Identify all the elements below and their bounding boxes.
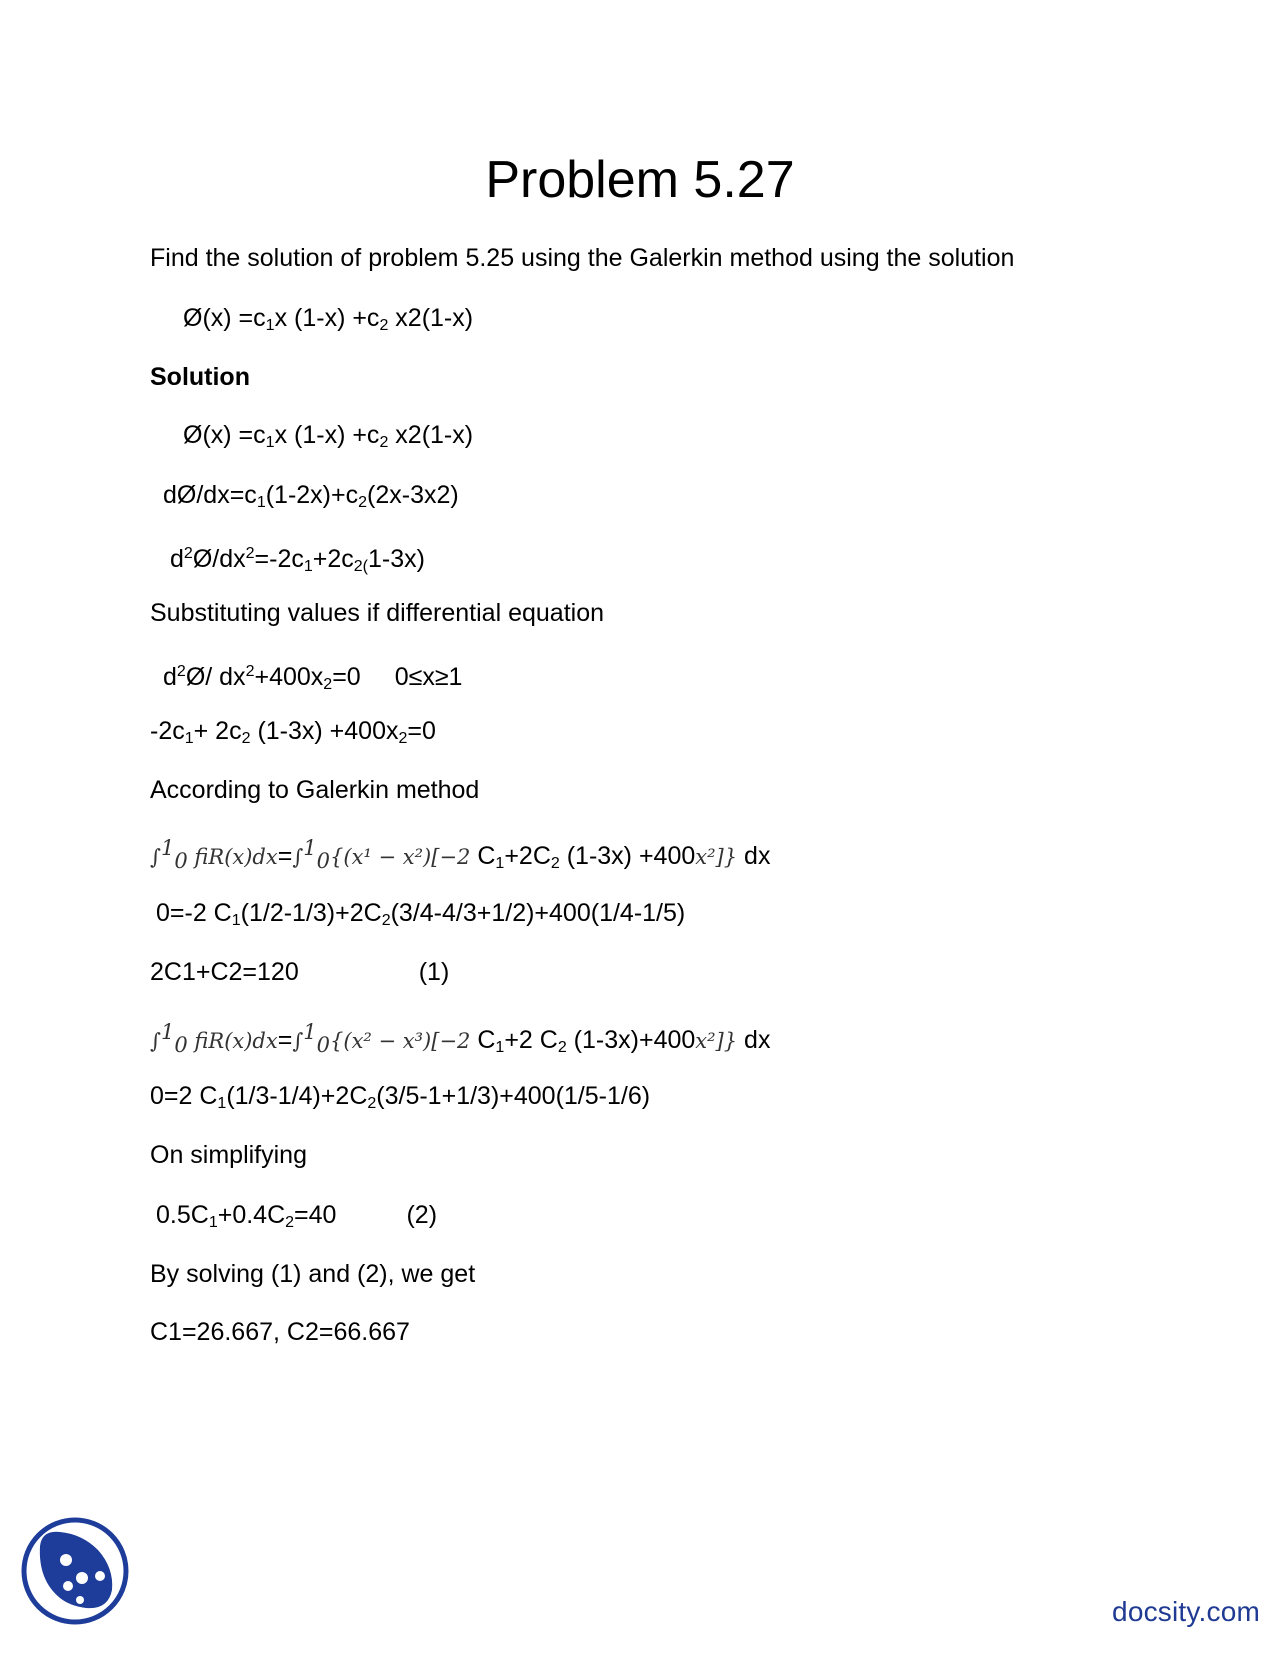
problem-statement: Find the solution of problem 5.25 using the Galerkin method using the solution [150,244,1015,272]
equation-2: $0.5C_1+0.4C_2=40$ (2) [156,1201,438,1231]
simplifying-text: On simplifying [150,1141,307,1169]
docsity-brand-link[interactable]: docsity.com [1112,1596,1260,1627]
galerkin-step-1: 0=-2 $C_1(1/2-1/3)+2C_2(3/4-4/3+1/2)+400(1/4-1/5)$ [156,899,686,929]
galerkin-step-2: 0=2 $C_1(1/3-1/4)+2C_2(3/5-1+1/3)+400(1/5-1/6)$ [150,1082,651,1112]
differential-equation: $d^2Ø/$ $dx^2+400x_2=0$ 0≤x≥1 [163,663,463,693]
trial-function-restated: Ø(x) $=c_1x$ $(1-x) +c_2$ x2(1-x) [183,421,474,451]
solution-heading: Solution [150,363,250,391]
page-title: Problem 5.27 [485,151,795,209]
galerkin-text: According to Galerkin method [150,776,480,804]
first-derivative: $dØ/dx=c_1(1-2x)+c_2(2x-3x2)$ [163,481,459,511]
trial-function: Ø(x) $=c_1x$ $(1-x) +c_2$ x2(1-x) [183,304,474,334]
equation-1: 2C1+C2=120 (1) [150,958,450,986]
final-result: C1=26.667, C2=66.667 [150,1318,410,1346]
galerkin-integral-2: ∫$^1_0$ fiR(x)dx=∫$^1_0${(x² − x³)[−2 $C_1+2$ $C_2$ (1-3x)+400x²]} dx [150,1020,771,1057]
galerkin-integral-1: ∫$^1_0$ fiR(x)dx=∫$^1_0${(x¹ − x²)[−2 $C_1+2C_2$ (1-3x) +400x²]} dx [150,836,771,873]
second-derivative: $d^2Ø/dx^2=-2c_1+2c_{2(}1-3x$) [170,545,425,575]
substituting-text: Substituting values if differential equation [150,599,605,627]
docsity-logo-icon[interactable] [20,1516,130,1626]
solving-text: By solving (1) and (2), we get [150,1260,476,1288]
residual-equation: $-2c_1+ 2c_2$ $(1-3x) +400x_2=0$ [150,717,436,747]
